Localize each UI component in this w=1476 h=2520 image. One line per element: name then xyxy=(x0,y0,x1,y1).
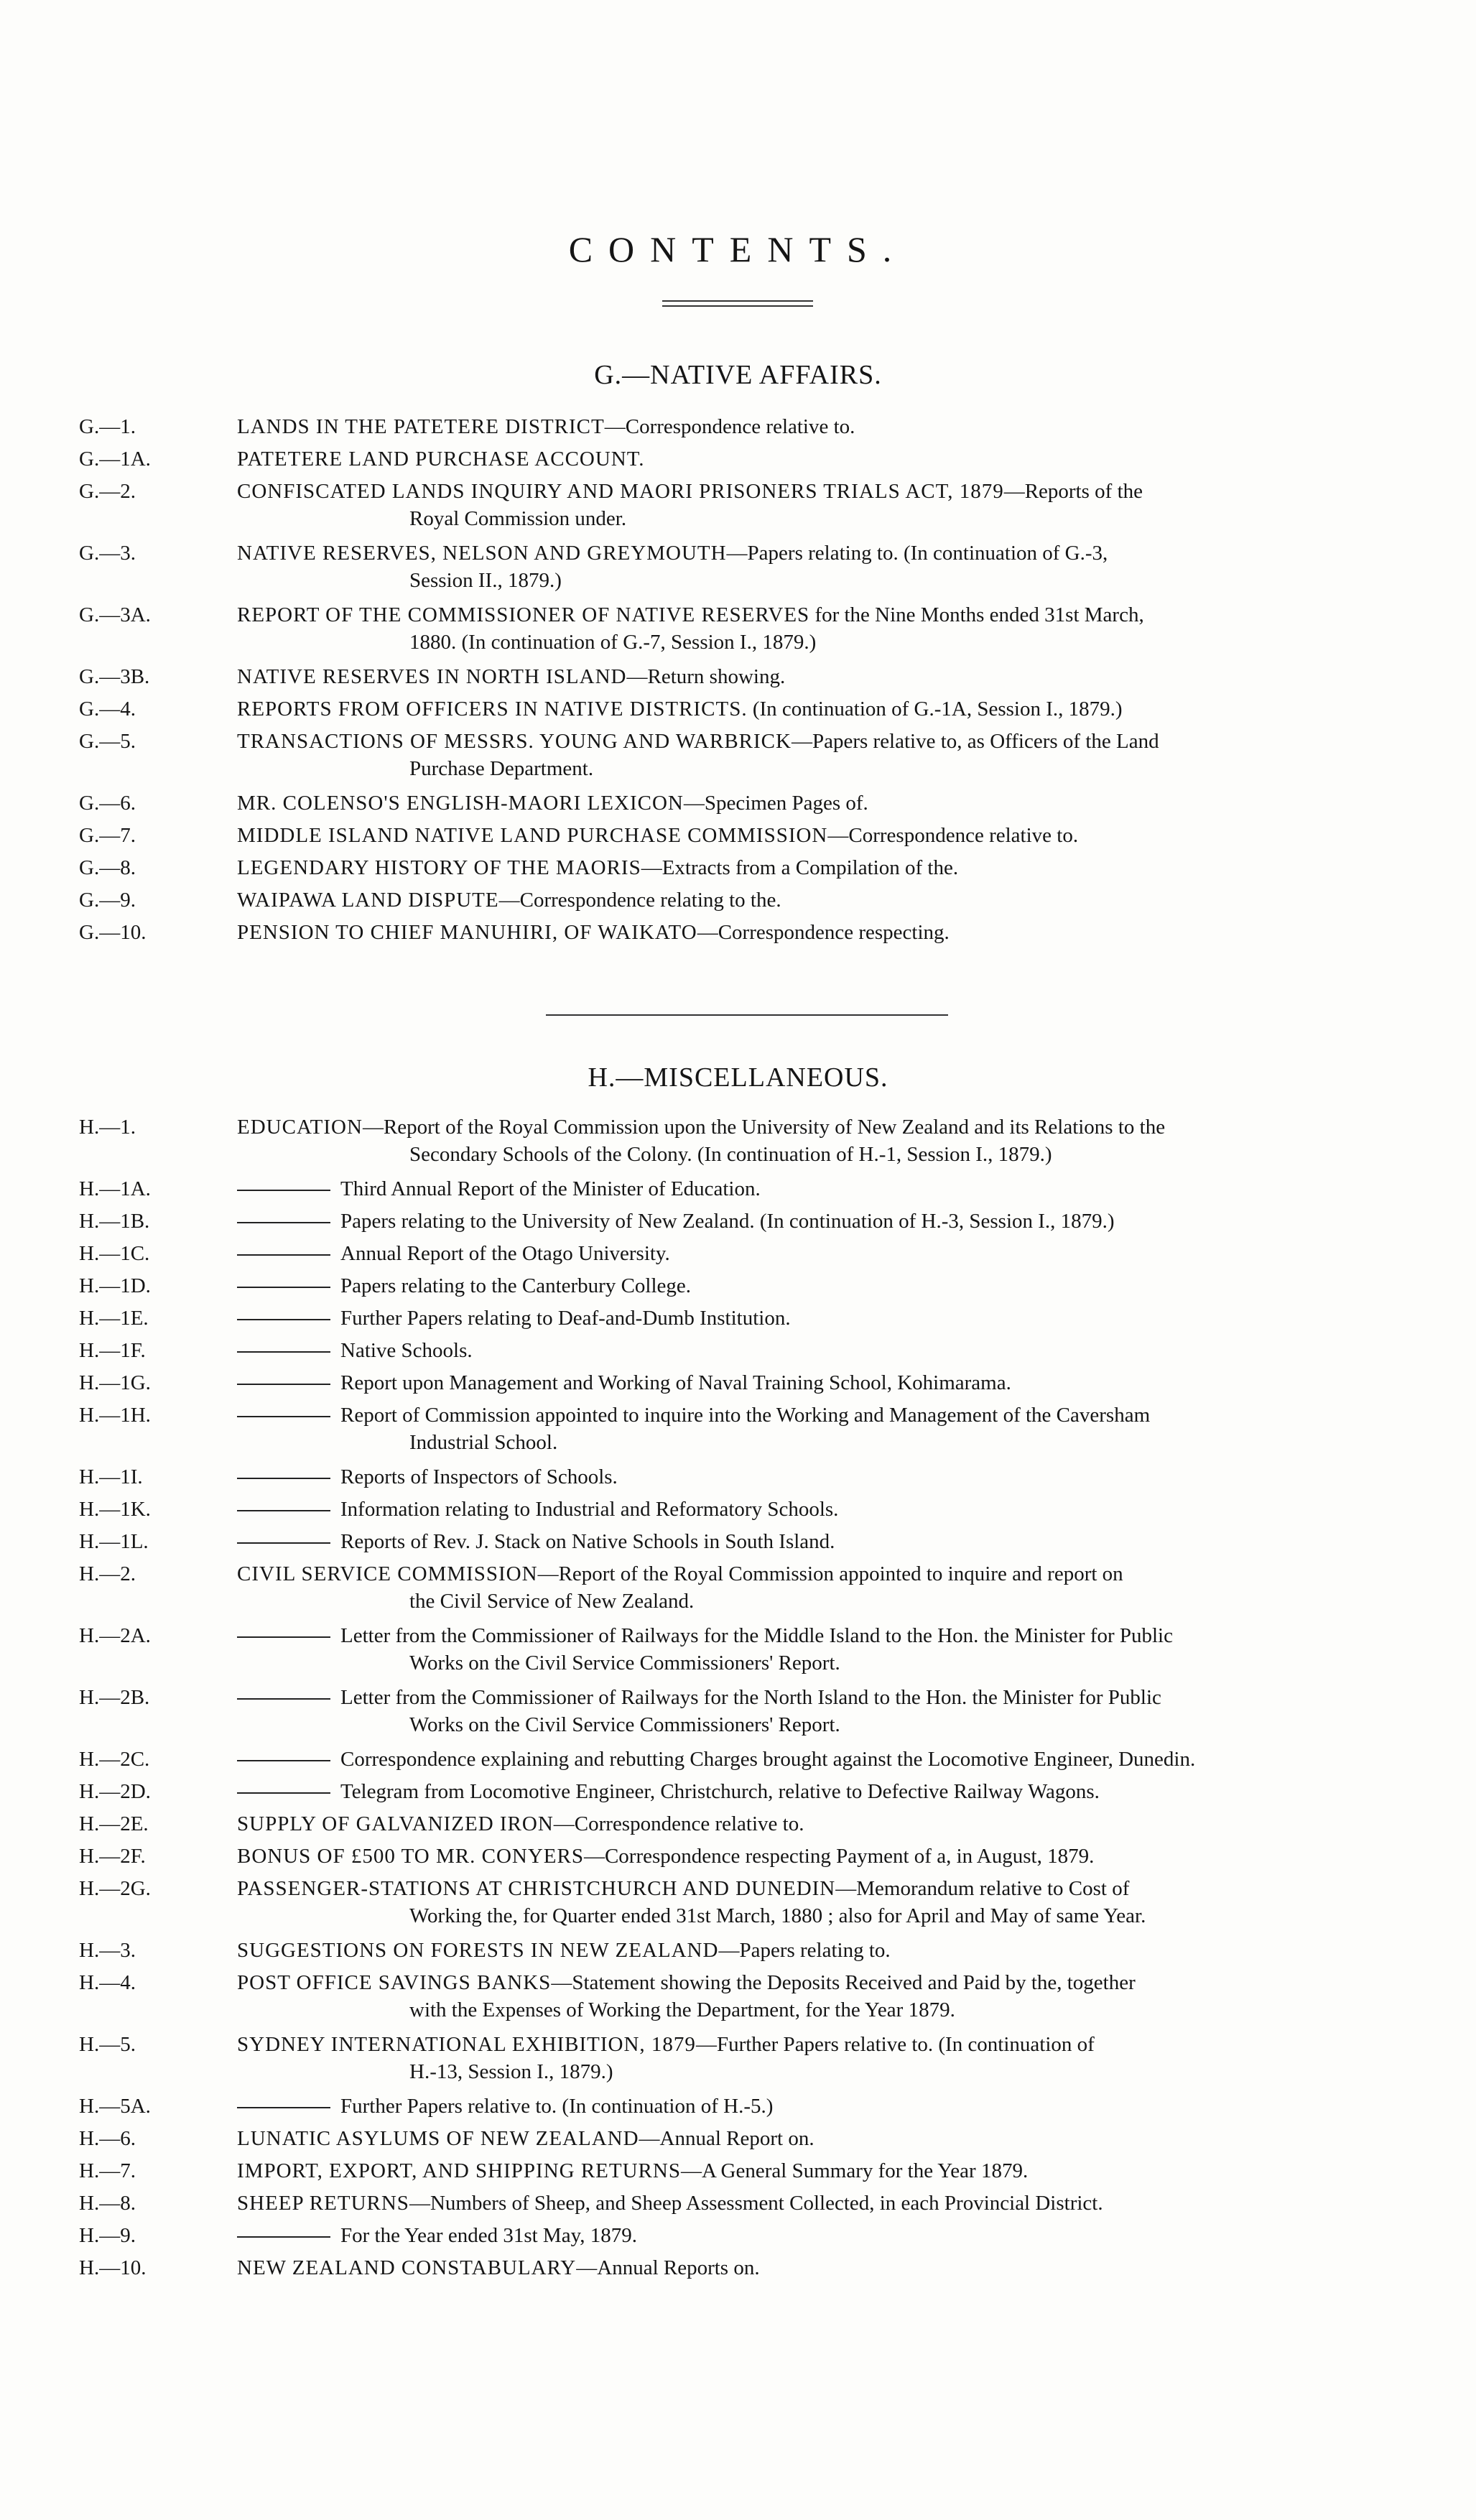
entry-description: Papers relating to the Canterbury College. xyxy=(340,1274,692,1297)
entry-description: —Papers relating to. xyxy=(718,1939,891,1962)
paper-code: H.—5A. xyxy=(79,2095,151,2118)
entry-continuation: Purchase Department. xyxy=(409,757,594,780)
entry-description: Letter from the Commissioner of Railways for the Middle Island to the Hon. the Minister for Public xyxy=(340,1624,1173,1647)
entry-description: —Annual Report on. xyxy=(639,2127,814,2150)
entry-main-line xyxy=(237,1843,1372,1870)
contents-entry xyxy=(0,886,1476,914)
entry-main-line xyxy=(237,1778,1372,1805)
ditto-dash xyxy=(237,1254,330,1256)
entry-description: For the Year ended 31st May, 1879. xyxy=(340,2224,637,2247)
entry-main-line xyxy=(237,728,1372,755)
contents-entry xyxy=(0,822,1476,849)
ditto-dash xyxy=(237,1542,330,1544)
ditto-dash xyxy=(237,1636,330,1638)
entry-main-line xyxy=(237,413,1372,440)
paper-code: H.—10. xyxy=(79,2256,147,2279)
contents-entry xyxy=(0,2157,1476,2185)
entry-body xyxy=(237,539,1372,594)
paper-code: H.—1A. xyxy=(79,1177,151,1200)
contents-entry xyxy=(0,1843,1476,1870)
entry-description: Reports of Inspectors of Schools. xyxy=(340,1465,618,1488)
entry-main-line xyxy=(237,1337,1372,1364)
ditto-dash xyxy=(237,2107,330,2108)
contents-entry xyxy=(0,478,1476,532)
entry-heading: NEW ZEALAND CONSTABULARY xyxy=(237,2256,577,2279)
entry-body xyxy=(237,1560,1372,1615)
entry-body xyxy=(237,1208,1372,1235)
entry-description: Telegram from Locomotive Engineer, Christchurch, relative to Defective Railway Wagons. xyxy=(340,1780,1100,1803)
entry-main-line xyxy=(237,1875,1372,1902)
entry-description: (In continuation of G.-1A, Session I., 1879.) xyxy=(747,698,1123,721)
entry-heading: BONUS OF £500 TO MR. CONYERS xyxy=(237,1845,584,1868)
entry-main-line xyxy=(237,1746,1372,1773)
contents-entry xyxy=(0,1684,1476,1738)
paper-code: H.—1F. xyxy=(79,1339,146,1362)
entry-continuation: the Civil Service of New Zealand. xyxy=(409,1590,695,1613)
contents-entry xyxy=(0,2254,1476,2282)
entry-main-line xyxy=(237,2157,1372,2185)
entry-main-line xyxy=(237,1272,1372,1300)
entry-body xyxy=(237,1175,1372,1203)
contents-entry xyxy=(0,728,1476,782)
entry-body xyxy=(237,2093,1372,2120)
entry-main-line xyxy=(237,445,1372,473)
entry-body xyxy=(237,2254,1372,2282)
entry-description: —Extracts from a Compilation of the. xyxy=(641,856,959,879)
entry-main-line xyxy=(237,1810,1372,1838)
paper-code: H.—3. xyxy=(79,1939,136,1962)
entry-main-line xyxy=(237,1305,1372,1332)
paper-code: G.—3A. xyxy=(79,603,151,626)
entry-main-line xyxy=(237,1496,1372,1523)
entry-description: —Correspondence respecting. xyxy=(697,921,950,944)
entry-description: —A General Summary for the Year 1879. xyxy=(680,2159,1029,2182)
entry-body xyxy=(237,919,1372,946)
entry-main-line xyxy=(237,1208,1372,1235)
entry-body xyxy=(237,1369,1372,1396)
entry-description: Reports of Rev. J. Stack on Native Schools in South Island. xyxy=(340,1530,835,1553)
paper-code: H.—2E. xyxy=(79,1812,149,1835)
entry-description: —Correspondence relative to. xyxy=(827,824,1079,847)
entry-body xyxy=(237,1305,1372,1332)
ditto-dash xyxy=(237,1384,330,1385)
entry-body xyxy=(237,1113,1372,1168)
entry-description: Report of Commission appointed to inquire into the Working and Management of the Caversham xyxy=(340,1404,1151,1427)
entry-main-line xyxy=(237,2125,1372,2152)
ditto-dash xyxy=(237,1510,330,1511)
entry-body xyxy=(237,1810,1372,1838)
contents-entry xyxy=(0,1369,1476,1396)
entry-continuation: Industrial School. xyxy=(409,1431,558,1454)
entry-description: —Statement showing the Deposits Received and Paid by the, together xyxy=(551,1971,1136,1994)
entry-description: —Specimen Pages of. xyxy=(683,792,868,815)
entry-description: Correspondence explaining and rebutting Charges brought against the Locomotive Engineer, Dunedin. xyxy=(340,1748,1196,1771)
contents-entry xyxy=(0,1810,1476,1838)
entry-body xyxy=(237,2157,1372,2185)
entry-main-line xyxy=(237,1937,1372,1964)
entry-body xyxy=(237,2125,1372,2152)
entry-description: for the Nine Months ended 31st March, xyxy=(809,603,1144,626)
entry-description: —Correspondence relative to. xyxy=(604,415,855,438)
contents-entry xyxy=(0,1622,1476,1677)
paper-code: G.—3B. xyxy=(79,665,150,688)
paper-code: G.—2. xyxy=(79,480,136,503)
paper-code: H.—2B. xyxy=(79,1686,150,1709)
paper-code: H.—5. xyxy=(79,2033,136,2056)
entry-description: —Report of the Royal Commission appointed to inquire and report on xyxy=(537,1562,1123,1585)
entry-description: Annual Report of the Otago University. xyxy=(340,1242,670,1265)
entry-body xyxy=(237,1843,1372,1870)
entry-heading: LANDS IN THE PATETERE DISTRICT xyxy=(237,415,605,438)
entry-main-line xyxy=(237,1369,1372,1396)
entry-description: —Return showing. xyxy=(626,665,786,688)
entry-body xyxy=(237,1875,1372,1930)
contents-entry xyxy=(0,1875,1476,1930)
ditto-dash xyxy=(237,2236,330,2238)
entry-continuation: Session II., 1879.) xyxy=(409,569,562,592)
entry-description: —Correspondence relative to. xyxy=(553,1812,804,1835)
entry-heading: REPORTS FROM OFFICERS IN NATIVE DISTRICTS. xyxy=(237,698,748,721)
contents-entry xyxy=(0,854,1476,881)
contents-entry xyxy=(0,445,1476,473)
paper-code: H.—1G. xyxy=(79,1371,151,1394)
paper-code: H.—1L. xyxy=(79,1530,149,1553)
entry-description: —Papers relating to. (In continuation of G.-3, xyxy=(726,542,1108,565)
entry-body xyxy=(237,1402,1372,1456)
entry-body xyxy=(237,1969,1372,2024)
contents-entry xyxy=(0,1208,1476,1235)
entry-main-line xyxy=(237,2222,1372,2249)
contents-entry xyxy=(0,695,1476,723)
entry-heading: PASSENGER-STATIONS AT CHRISTCHURCH AND DUNEDIN xyxy=(237,1877,836,1900)
entry-description: —Papers relative to, as Officers of the Land xyxy=(791,730,1159,753)
paper-code: H.—7. xyxy=(79,2159,136,2182)
entry-body xyxy=(237,413,1372,440)
paper-code: G.—1. xyxy=(79,415,136,438)
ditto-dash xyxy=(237,1222,330,1223)
entry-heading: CONFISCATED LANDS INQUIRY AND MAORI PRISONERS TRIALS ACT, 1879 xyxy=(237,480,1004,503)
paper-code: H.—1. xyxy=(79,1116,136,1139)
entry-description: Report upon Management and Working of Naval Training School, Kohimarama. xyxy=(340,1371,1011,1394)
contents-entry xyxy=(0,539,1476,594)
contents-entry xyxy=(0,1528,1476,1555)
ditto-dash xyxy=(237,1760,330,1761)
entry-main-line xyxy=(237,1463,1372,1491)
entry-main-line xyxy=(237,539,1372,567)
entry-heading: NATIVE RESERVES IN NORTH ISLAND xyxy=(237,665,627,688)
ditto-dash xyxy=(237,1698,330,1700)
entry-heading: REPORT OF THE COMMISSIONER OF NATIVE RESERVES xyxy=(237,603,810,626)
section-heading-h: H.—MISCELLANEOUS. xyxy=(588,1062,888,1093)
contents-entry xyxy=(0,1175,1476,1203)
entry-main-line xyxy=(237,822,1372,849)
entry-body xyxy=(237,1778,1372,1805)
entry-main-line xyxy=(237,478,1372,505)
contents-entry xyxy=(0,413,1476,440)
entry-body xyxy=(237,728,1372,782)
entry-heading: MIDDLE ISLAND NATIVE LAND PURCHASE COMMISSION xyxy=(237,824,828,847)
paper-code: G.—8. xyxy=(79,856,136,879)
entry-body xyxy=(237,1240,1372,1267)
paper-code: H.—1C. xyxy=(79,1242,150,1265)
section-heading-g: G.—NATIVE AFFAIRS. xyxy=(594,360,882,390)
contents-entry xyxy=(0,919,1476,946)
contents-entry xyxy=(0,1969,1476,2024)
contents-entry xyxy=(0,1337,1476,1364)
entry-main-line xyxy=(237,2190,1372,2217)
contents-entry xyxy=(0,2093,1476,2120)
paper-code: G.—9. xyxy=(79,889,136,912)
entry-heading: EDUCATION xyxy=(237,1116,363,1139)
paper-code: H.—8. xyxy=(79,2192,136,2215)
entry-description: —Numbers of Sheep, and Sheep Assessment Collected, in each Provincial District. xyxy=(409,2192,1103,2215)
entry-body xyxy=(237,1684,1372,1738)
paper-code: H.—2A. xyxy=(79,1624,151,1647)
entry-heading: MR. COLENSO'S ENGLISH-MAORI LEXICON xyxy=(237,792,684,815)
entry-body xyxy=(237,789,1372,817)
ditto-dash xyxy=(237,1416,330,1417)
entry-continuation: H.-13, Session I., 1879.) xyxy=(409,2060,613,2083)
entry-description: —Report of the Royal Commission upon the University of New Zealand and its Relations to the xyxy=(362,1116,1166,1139)
paper-code: G.—3. xyxy=(79,542,136,565)
paper-code: H.—1H. xyxy=(79,1404,151,1427)
ditto-dash xyxy=(237,1478,330,1479)
ditto-dash xyxy=(237,1792,330,1794)
entry-body xyxy=(237,1463,1372,1491)
paper-code: H.—2C. xyxy=(79,1748,150,1771)
paper-code: G.—7. xyxy=(79,824,136,847)
entry-description: —Reports of the xyxy=(1003,480,1143,503)
entry-heading: LEGENDARY HISTORY OF THE MAORIS xyxy=(237,856,641,879)
contents-entry xyxy=(0,1496,1476,1523)
contents-entry xyxy=(0,2031,1476,2085)
entry-heading: SHEEP RETURNS xyxy=(237,2192,409,2215)
paper-code: H.—1D. xyxy=(79,1274,151,1297)
paper-code: H.—6. xyxy=(79,2127,136,2150)
contents-entry xyxy=(0,1113,1476,1168)
contents-entry xyxy=(0,1746,1476,1773)
ditto-dash xyxy=(237,1190,330,1191)
section-divider xyxy=(546,1014,948,1016)
entry-continuation: Works on the Civil Service Commissioners' Report. xyxy=(409,1652,840,1674)
entry-main-line xyxy=(237,1240,1372,1267)
entry-body xyxy=(237,1528,1372,1555)
entry-heading: SYDNEY INTERNATIONAL EXHIBITION, 1879 xyxy=(237,2033,696,2056)
contents-entry xyxy=(0,1402,1476,1456)
contents-entry xyxy=(0,1272,1476,1300)
entry-body xyxy=(237,822,1372,849)
entry-continuation: Royal Commission under. xyxy=(409,507,627,530)
section-list-h xyxy=(0,1113,1476,2287)
paper-code: G.—5. xyxy=(79,730,136,753)
page-title: CONTENTS. xyxy=(568,229,908,269)
contents-entry xyxy=(0,789,1476,817)
entry-description: —Further Papers relative to. (In continuation of xyxy=(695,2033,1095,2056)
paper-code: G.—10. xyxy=(79,921,147,944)
contents-entry xyxy=(0,2222,1476,2249)
entry-body xyxy=(237,1496,1372,1523)
entry-heading: PATETERE LAND PURCHASE ACCOUNT. xyxy=(237,448,645,471)
entry-body xyxy=(237,2031,1372,2085)
section-list-g xyxy=(0,413,1476,951)
entry-body xyxy=(237,2190,1372,2217)
entry-body xyxy=(237,2222,1372,2249)
contents-entry xyxy=(0,663,1476,690)
contents-entry xyxy=(0,2190,1476,2217)
paper-code: H.—2D. xyxy=(79,1780,151,1803)
entry-main-line xyxy=(237,919,1372,946)
entry-heading: POST OFFICE SAVINGS BANKS xyxy=(237,1971,552,1994)
entry-description: Further Papers relative to. (In continuation of H.-5.) xyxy=(340,2095,774,2118)
entry-body xyxy=(237,1272,1372,1300)
contents-entry xyxy=(0,1560,1476,1615)
entry-main-line xyxy=(237,1402,1372,1429)
entry-continuation: Secondary Schools of the Colony. (In continuation of H.-1, Session I., 1879.) xyxy=(409,1143,1052,1166)
contents-entry xyxy=(0,1937,1476,1964)
entry-heading: SUGGESTIONS ON FORESTS IN NEW ZEALAND xyxy=(237,1939,719,1962)
entry-body xyxy=(237,854,1372,881)
entry-body xyxy=(237,1937,1372,1964)
entry-main-line xyxy=(237,1175,1372,1203)
contents-entry xyxy=(0,2125,1476,2152)
entry-main-line xyxy=(237,2254,1372,2282)
entry-main-line xyxy=(237,1528,1372,1555)
entry-main-line xyxy=(237,854,1372,881)
entry-heading: CIVIL SERVICE COMMISSION xyxy=(237,1562,538,1585)
contents-entry xyxy=(0,601,1476,656)
entry-continuation: 1880. (In continuation of G.-7, Session I., 1879.) xyxy=(409,631,817,654)
entry-description: —Memorandum relative to Cost of xyxy=(835,1877,1130,1900)
entry-description: —Correspondence respecting Payment of a, in August, 1879. xyxy=(583,1845,1095,1868)
entry-main-line xyxy=(237,2031,1372,2058)
entry-heading: PENSION TO CHIEF MANUHIRI, OF WAIKATO xyxy=(237,921,697,944)
entry-description: Papers relating to the University of New Zealand. (In continuation of H.-3, Session I., 1879.) xyxy=(340,1210,1115,1233)
entry-main-line xyxy=(237,663,1372,690)
contents-entry xyxy=(0,1305,1476,1332)
contents-entry xyxy=(0,1463,1476,1491)
entry-heading: TRANSACTIONS OF MESSRS. YOUNG AND WARBRICK xyxy=(237,730,792,753)
entry-body xyxy=(237,1622,1372,1677)
entry-main-line xyxy=(237,1622,1372,1649)
entry-main-line xyxy=(237,1560,1372,1588)
paper-code: H.—2F. xyxy=(79,1845,146,1868)
entry-body xyxy=(237,478,1372,532)
entry-body xyxy=(237,695,1372,723)
ditto-dash xyxy=(237,1319,330,1320)
paper-code: H.—2. xyxy=(79,1562,136,1585)
entry-main-line xyxy=(237,1113,1372,1141)
entry-body xyxy=(237,663,1372,690)
entry-body xyxy=(237,1746,1372,1773)
entry-body xyxy=(237,1337,1372,1364)
entry-description: Letter from the Commissioner of Railways for the North Island to the Hon. the Minister for Public xyxy=(340,1686,1161,1709)
entry-description: Further Papers relating to Deaf-and-Dumb Institution. xyxy=(340,1307,791,1330)
contents-entry xyxy=(0,1778,1476,1805)
entry-body xyxy=(237,445,1372,473)
entry-heading: NATIVE RESERVES, NELSON AND GREYMOUTH xyxy=(237,542,727,565)
paper-code: H.—2G. xyxy=(79,1877,151,1900)
paper-code: G.—6. xyxy=(79,792,136,815)
entry-heading: LUNATIC ASYLUMS OF NEW ZEALAND xyxy=(237,2127,639,2150)
entry-main-line xyxy=(237,695,1372,723)
entry-body xyxy=(237,886,1372,914)
paper-code: H.—1K. xyxy=(79,1498,151,1521)
entry-main-line xyxy=(237,1684,1372,1711)
ditto-dash xyxy=(237,1287,330,1288)
entry-main-line xyxy=(237,886,1372,914)
paper-code: H.—1I. xyxy=(79,1465,143,1488)
entry-continuation: Works on the Civil Service Commissioners' Report. xyxy=(409,1713,840,1736)
paper-code: H.—1B. xyxy=(79,1210,150,1233)
entry-main-line xyxy=(237,1969,1372,1996)
paper-code: G.—1A. xyxy=(79,448,151,471)
paper-code: H.—1E. xyxy=(79,1307,149,1330)
ditto-dash xyxy=(237,1351,330,1353)
entry-main-line xyxy=(237,601,1372,629)
entry-main-line xyxy=(237,789,1372,817)
entry-description: —Correspondence relating to the. xyxy=(498,889,781,912)
paper-code: H.—4. xyxy=(79,1971,136,1994)
entry-description: Third Annual Report of the Minister of Education. xyxy=(340,1177,761,1200)
entry-heading: SUPPLY OF GALVANIZED IRON xyxy=(237,1812,554,1835)
entry-description: Information relating to Industrial and Reformatory Schools. xyxy=(340,1498,839,1521)
contents-entry xyxy=(0,1240,1476,1267)
paper-code: G.—4. xyxy=(79,698,136,721)
paper-code: H.—9. xyxy=(79,2224,136,2247)
title-rule xyxy=(662,300,813,307)
entry-main-line xyxy=(237,2093,1372,2120)
entry-heading: WAIPAWA LAND DISPUTE xyxy=(237,889,499,912)
entry-description: —Annual Reports on. xyxy=(576,2256,760,2279)
entry-continuation: Working the, for Quarter ended 31st March, 1880 ; also for April and May of same Year. xyxy=(409,1904,1146,1927)
entry-description: Native Schools. xyxy=(340,1339,473,1362)
entry-continuation: with the Expenses of Working the Department, for the Year 1879. xyxy=(409,1998,955,2021)
entry-heading: IMPORT, EXPORT, AND SHIPPING RETURNS xyxy=(237,2159,681,2182)
entry-body xyxy=(237,601,1372,656)
